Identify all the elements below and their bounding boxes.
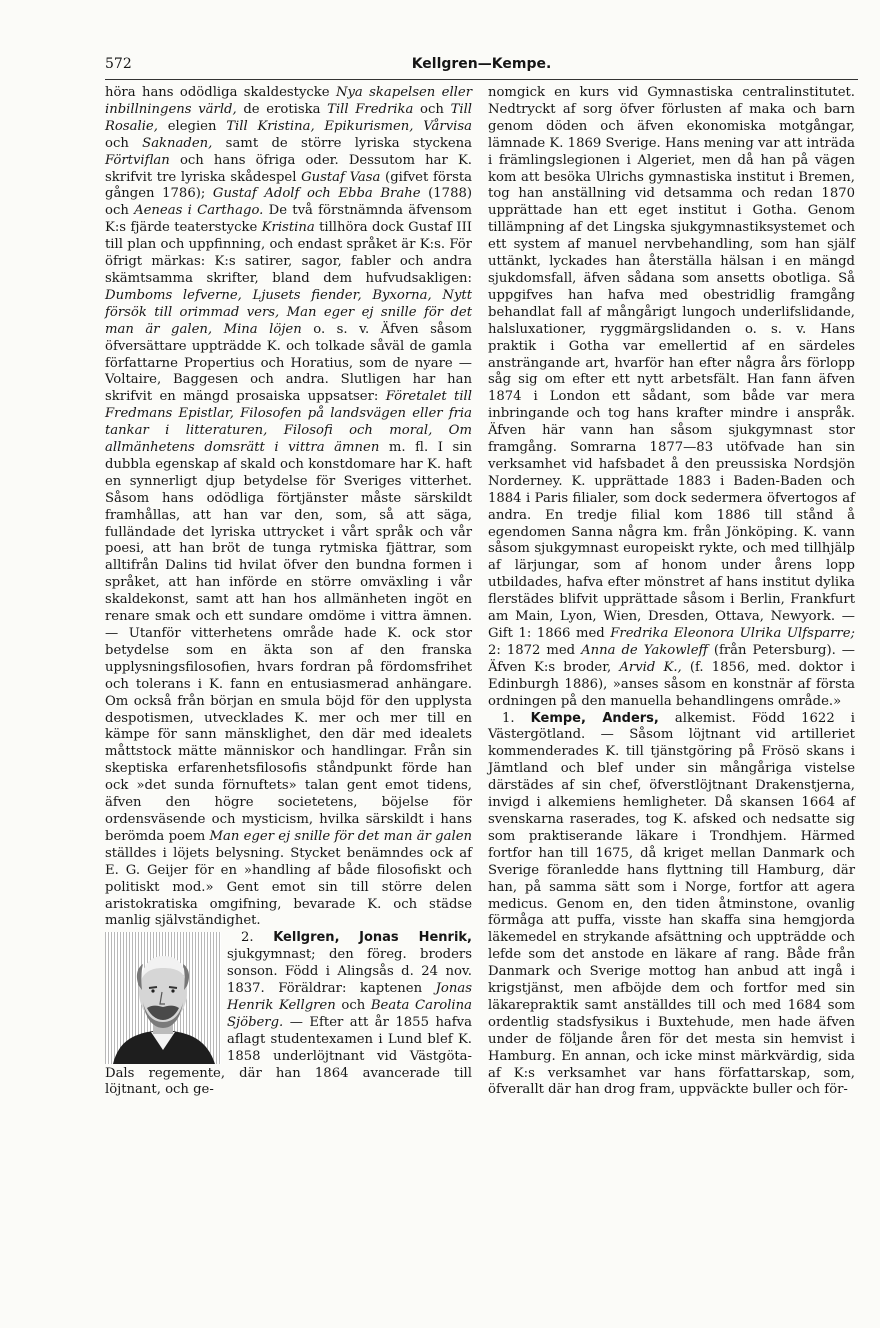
entry-kellgren-jonas-henrik: 2. Kellgren, Jonas Henrik, sjukgymnast; den föreg. broders sonson. Född i Alingsås d. 24 nov. 1837. Föräldrar: kaptenen Jonas Henrik Kellgren och Beata Carolina Sjöberg. — Efter att år 1855 hafva aflagt studentexamen i Lund blef K. 1858 underlöjtnant vid Västgöta-Dals regemente, där han 1864 avancerade till löjtnant, och ge- (105, 930, 472, 1098)
page-number: 572 (105, 56, 132, 72)
entry-headword: Kempe, Anders, (530, 710, 659, 726)
header-rule (105, 79, 858, 80)
entry-number: 1. (502, 710, 515, 726)
entry-kellgren-continued: höra hans odödliga skaldestycke Nya skapelsen eller inbillningens värld, de erotiska Till Fredrika och Till Rosalie, elegien Till Kristina, Epikurismen, Vårvisa och Saknaden, samt de större lyriska styckena Förtviflan och hans öfriga oder. Dessutom har K. skrifvit tre lyriska skådespel Gustaf Vasa (gifvet första gången 1786); Gustaf Adolf och Ebba Brahe (1788) och Aeneas i Carthago. De två förstnämnda äfvensom K:s fjärde teaterstycke Kristina tillhöra dock Gustaf III till plan och uppfinning, och endast språket är K:s. För öfrigt märkas: K:s satirer, sagor, fabler och andra skämtsamma skrifter, bland dem hufvudsakligen: Dumboms lefverne, Ljusets fiender, Byxorna, Nytt försök till orimmad vers, Man eger ej snille för det man är galen, Mina löjen o. s. v. Äfven såsom öfversättare uppträdde K. och tolkade såväl de gamla författarne Propertius och Horatius, som de nyare — Voltaire, Baggesen och andra. Slutligen har han skrifvit en mängd prosaiska uppsatser: Företalet till Fredmans Epistlar, Filosofen på landsvägen eller fria tankar i litteraturen, Filosofi och moral, Om allmänhetens domsrätt i vittra ämnen m. fl. I sin dubbla egenskap af skald och konstdomare har K. haft en synnerligt djup betydelse för Sveriges vitterhet. Såsom hans odödliga förtjänster måste särskildt framhållas, att han var den, som, så att säga, fulländade det lyriska uttrycket i vårt språk och vår poesi, att han bröt de tunga rytmiska fjättrar, som alltifrån Dalins tid hvilat öfver den bundna formen i språket, att han införde en större omväxling i vår skaldekonst, samt att han hos allmänheten ingöt en renare smak och ett sundare omdöme i vittra ämnen. — Utanför vitterhetens område hade K. ock stor betydelse som en äkta son af den franska upplysningsfilosofien, hvars fordran på fördomsfrihet och tolerans i K. fann en entusiasmerad anhängare. Om också från början en smula böjd för den upplysta despotismen, utvecklades K. mer och mer till en kämpe för sann mänsklighet, den där med idealets måttstock mätte människor och handlingar. Från sin skeptiska erfarenhetsfilosofis ståndpunkt förde han ock »det sunda förnuftets» talan gent emot tidens, äfven den högre societetens, böjelse för ordensväsende och mysticism, hvilka särskildt i hans berömda poem Man eger ej snille för det man är galen ställdes i löjets belysning. Stycket benämndes ock af E. G. Geijer för en »handling af både filosofiskt och politiskt mod.» Gent emot sin till större delen aristokratiska omgifning, bevarade K. och städse manlig självständighet. (105, 85, 473, 929)
entry-headword-given: Jonas Henrik, (359, 930, 472, 946)
right-column (488, 85, 855, 1099)
left-column (105, 85, 472, 1099)
entry-kempe-anders: 1. Kempe, Anders, alkemist. Född 1622 i Västergötland. — Såsom löjtnant vid artilleriet kommenderades K. till tjänstgöring på Frösö skans i Jämtland och blef under sin mångåriga vistelse därstädes af sin chef, öfverstlöjtnant Drakenstjerna, invigd i alkemiens hemligheter. Då skansen 1664 af svenskarna raserades, tog K. afsked och nedsatte sig som praktiserande läkare i Trondhjem. Härmed fortfor han till 1675, då kriget mellan Danmark och Sverige föranledde hans flyttning till Hamburg, där han, på samma sätt som i Norge, fortfor att agera medicus. Genom en, den tiden åtminstone, ovanlig förmåga att puffa, visste han skaffa sina hemgjorda läkemedel en strykande afsättning och uppträdde och lefde som det anstode en läkare af rang. Både från Danmark och Sverige mottog han anbud att ingå i krigstjänst, men afböjde dem och fortfor med sin läkarepraktik samt anställdes till och med 1684 som ordentlig stadsfysikus i Buxtehude, men hade äfven under de följande åren för det mesta sin hemvist i Hamburg. En annan, och icke minst märkvärdig, sida af K:s verksamhet var hans författarskap, som, öfverallt där han drog fram, uppväckte buller och för- (488, 710, 855, 1098)
entry-headword: Kellgren, (273, 930, 340, 946)
running-title: Kellgren—Kempe. (411, 56, 552, 72)
entry-number: 2. (241, 930, 254, 946)
entry-kellgren-jonas-henrik-continued: nomgick en kurs vid Gymnastiska centralinstitutet. Nedtryckt af sorg öfver förlusten af maka och barn genom döden och äfven ekonomiska motgångar, lämnade K. 1869 Sverige. Hans mening var att inträda i främlingslegionen i Algeriet, men då han på vägen kom att besöka Ulrichs gymnastiska institut i Bremen, tog han anställning vid detsamma och redan 1870 upprättade han ett eget institut i Gotha. Genom tillämpning af det Lingska sjukgymnastiksystemet och ett system af manuel nervbehandling, som han själf uttänkt, lyckades han återställa hälsan i en mängd sjukdomsfall, äfven sådana som ansetts obotliga. Så uppgifves han hafva med obestridlig framgång behandlat fall af mångårigt lungoch underlifslidande, halsluxationer, ryggmärgslidanden o. s. v. Hans praktik i Gotha var emellertid af en särdeles ansträngande art, hvarför han efter några års förlopp såg sig om efter ett nytt arbetsfält. Han fann äfven 1874 i London ett sådant, som både var mera inbringande och tog hans krafter mindre i anspråk. Äfven här vann han såsom sjukgymnast stor framgång. Somrarna 1877—83 utöfvade han sin verksamhet vid hafsbadet å den preussiska Nordsjön Norderney. K. upprättade 1883 i Baden-Baden och 1884 i Paris filialer, som dock sedermera öfvertogos af andra. En tredje filial kom 1886 till stånd å egendomen Sanna några km. från Jönköping. K. vann såsom sjukgymnast europeiskt rykte, och med tillhjälp af lärjungar, som af honom under årens lopp utbildades, hafva efter mönstret af hans institut dylika flerstädes blifvit upprättade såsom i Berlin, Frankfurt am Main, Lyon, Wien, Dresden, Ottava, Newyork. — Gift 1: 1866 med Fredrika Eleonora Ulrika Ulfsparre; 2: 1872 med Anna de Yakowleff (från Petersburg). — Äfven K:s broder, Arvid K., (f. 1856, med. doktor i Edinburgh 1886), »anses såsom en konstnär af första ordningen på den manuella behandlingens område.» (488, 85, 855, 709)
page-header (105, 56, 858, 78)
portrait-image (105, 932, 221, 1064)
